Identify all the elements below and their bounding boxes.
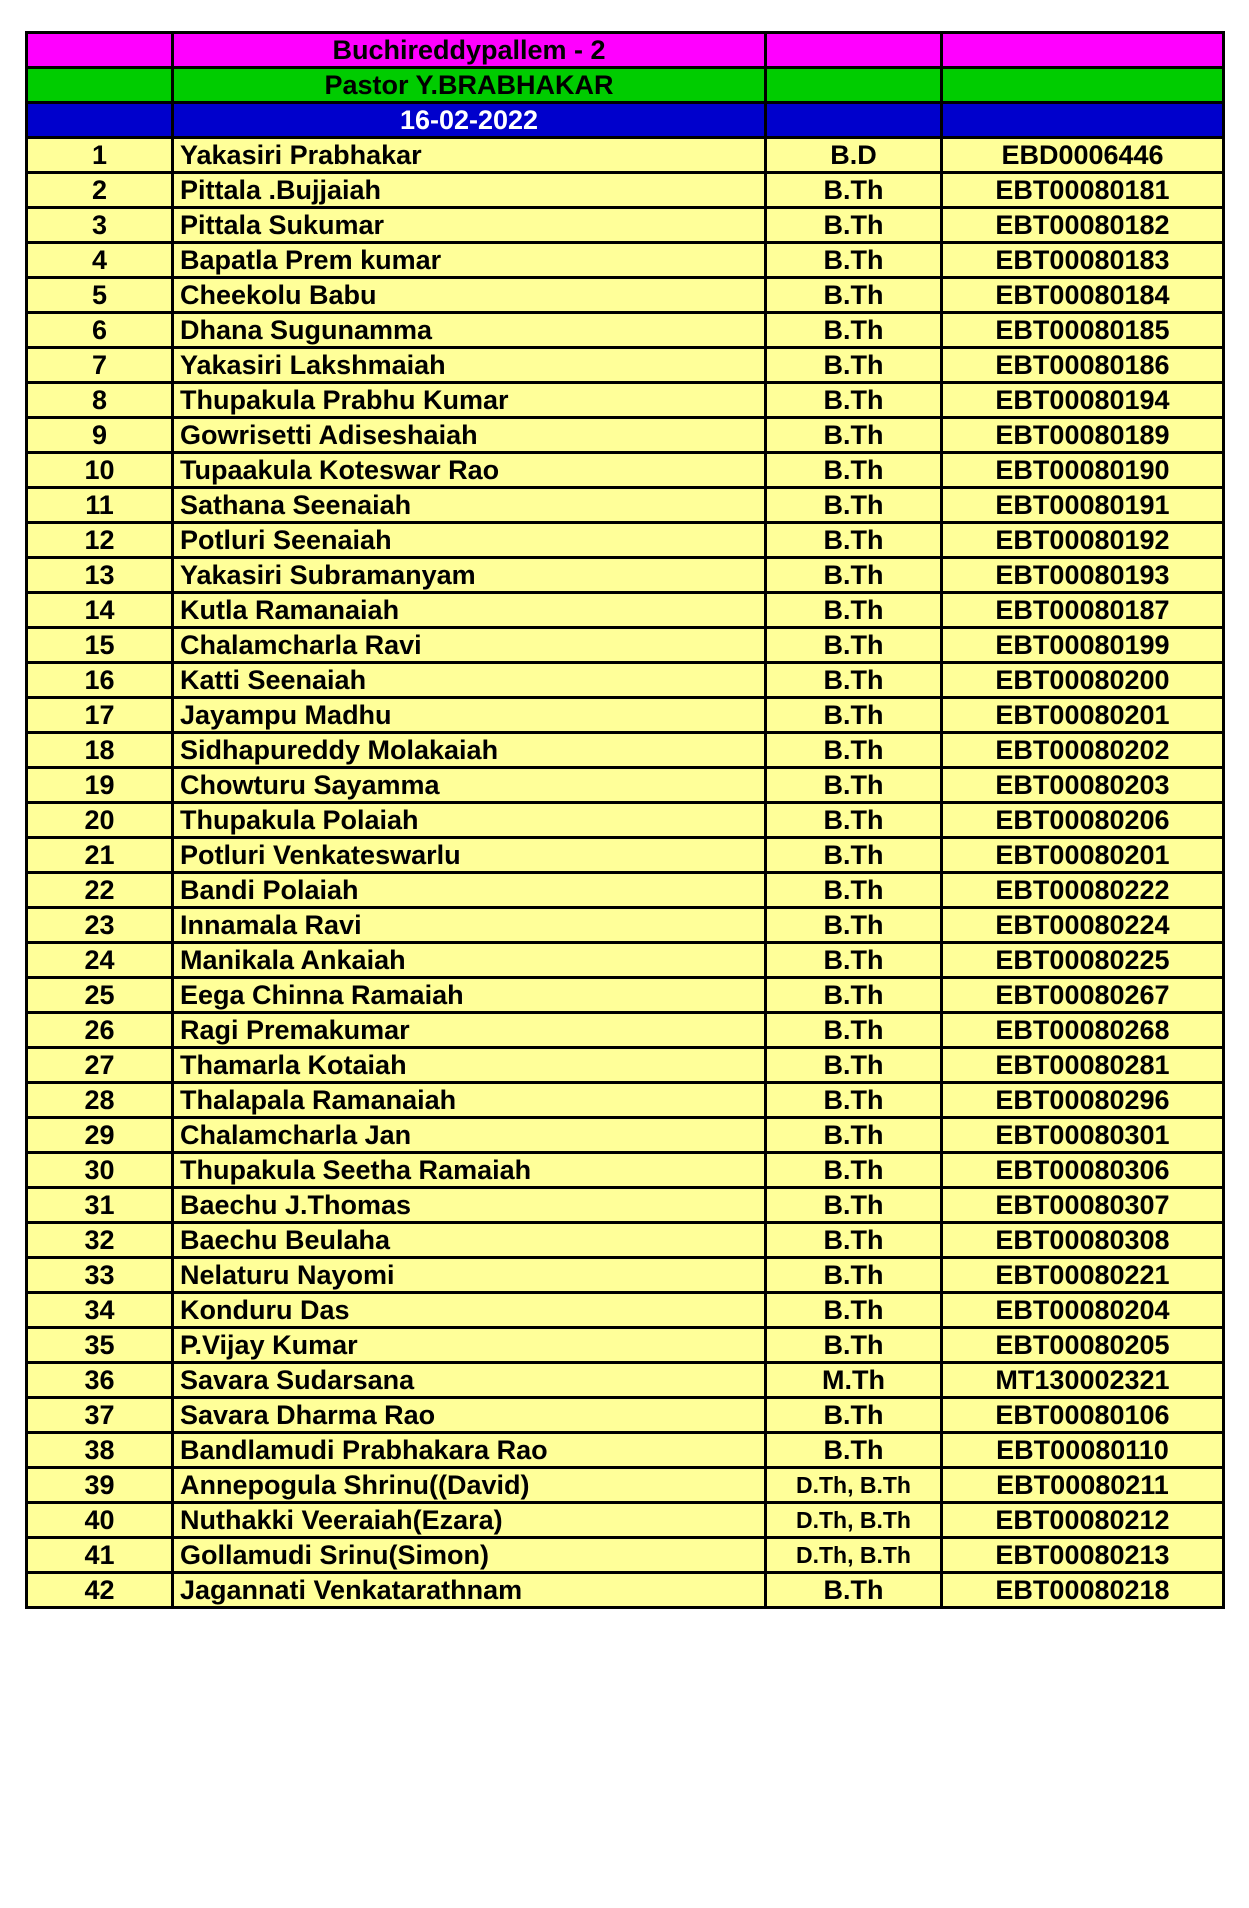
member-name: Gollamudi Srinu(Simon)	[173, 1538, 766, 1573]
row-number: 10	[27, 453, 173, 488]
header-cell-empty	[27, 68, 173, 103]
table-row	[27, 1328, 1224, 1363]
member-id: EBT00080206	[942, 803, 1224, 838]
degree: B.Th	[766, 418, 942, 453]
member-name: Bandlamudi Prabhakara Rao	[173, 1433, 766, 1468]
member-id: EBT00080204	[942, 1293, 1224, 1328]
degree: B.Th	[766, 978, 942, 1013]
table-row	[27, 1118, 1224, 1153]
member-id: EBT00080200	[942, 663, 1224, 698]
member-name: Chowturu Sayamma	[173, 768, 766, 803]
row-number: 22	[27, 873, 173, 908]
row-number: 30	[27, 1153, 173, 1188]
degree: B.Th	[766, 558, 942, 593]
table-row	[27, 663, 1224, 698]
table-row	[27, 1258, 1224, 1293]
header-cell-empty	[766, 68, 942, 103]
member-name: Ragi Premakumar	[173, 1013, 766, 1048]
table-row	[27, 558, 1224, 593]
row-number: 14	[27, 593, 173, 628]
row-number: 6	[27, 313, 173, 348]
degree: B.Th	[766, 243, 942, 278]
degree: B.Th	[766, 453, 942, 488]
table-row	[27, 488, 1224, 523]
row-number: 38	[27, 1433, 173, 1468]
member-id: EBT00080268	[942, 1013, 1224, 1048]
member-id: EBT00080218	[942, 1573, 1224, 1608]
member-name: Kutla Ramanaiah	[173, 593, 766, 628]
member-name: Baechu J.Thomas	[173, 1188, 766, 1223]
row-number: 29	[27, 1118, 173, 1153]
header-cell-empty	[942, 103, 1224, 138]
table-row	[27, 348, 1224, 383]
member-id: EBT00080201	[942, 698, 1224, 733]
row-number: 27	[27, 1048, 173, 1083]
row-number: 25	[27, 978, 173, 1013]
member-name: Thalapala Ramanaiah	[173, 1083, 766, 1118]
table-row	[27, 1153, 1224, 1188]
header-row-pastor	[27, 68, 1224, 103]
degree: B.Th	[766, 383, 942, 418]
member-name: Nelaturu Nayomi	[173, 1258, 766, 1293]
member-name: Katti Seenaiah	[173, 663, 766, 698]
member-name: Pittala .Bujjaiah	[173, 173, 766, 208]
degree: B.Th	[766, 698, 942, 733]
member-name: Pittala Sukumar	[173, 208, 766, 243]
row-number: 2	[27, 173, 173, 208]
row-number: 18	[27, 733, 173, 768]
degree: B.Th	[766, 838, 942, 873]
row-number: 13	[27, 558, 173, 593]
header-cell-empty	[766, 103, 942, 138]
table-row	[27, 278, 1224, 313]
members-table	[25, 31, 1225, 1609]
table-row	[27, 313, 1224, 348]
row-number: 12	[27, 523, 173, 558]
member-name: Thupakula Prabhu Kumar	[173, 383, 766, 418]
member-name: Sathana Seenaiah	[173, 488, 766, 523]
row-number: 5	[27, 278, 173, 313]
row-number: 26	[27, 1013, 173, 1048]
row-number: 37	[27, 1398, 173, 1433]
table-row	[27, 873, 1224, 908]
table-row	[27, 173, 1224, 208]
table-row	[27, 1468, 1224, 1503]
table-row	[27, 243, 1224, 278]
member-id: EBT00080201	[942, 838, 1224, 873]
member-name: Yakasiri Lakshmaiah	[173, 348, 766, 383]
row-number: 16	[27, 663, 173, 698]
member-id: EBT00080194	[942, 383, 1224, 418]
row-number: 20	[27, 803, 173, 838]
member-id: EBT00080221	[942, 1258, 1224, 1293]
member-name: Potluri Venkateswarlu	[173, 838, 766, 873]
row-number: 33	[27, 1258, 173, 1293]
table-row	[27, 698, 1224, 733]
degree: D.Th, B.Th	[766, 1503, 942, 1538]
spreadsheet	[25, 31, 1222, 1609]
member-id: EBT00080190	[942, 453, 1224, 488]
member-id: EBT00080193	[942, 558, 1224, 593]
table-row	[27, 908, 1224, 943]
member-name: Konduru Das	[173, 1293, 766, 1328]
member-name: Savara Sudarsana	[173, 1363, 766, 1398]
header-row-date	[27, 103, 1224, 138]
row-number: 32	[27, 1223, 173, 1258]
header-cell-empty	[942, 68, 1224, 103]
member-id: EBT00080306	[942, 1153, 1224, 1188]
table-row	[27, 208, 1224, 243]
sheet-date: 16-02-2022	[173, 103, 766, 138]
row-number: 9	[27, 418, 173, 453]
header-cell-empty	[942, 33, 1224, 68]
member-name: Sidhapureddy Molakaiah	[173, 733, 766, 768]
member-name: Thupakula Polaiah	[173, 803, 766, 838]
table-row	[27, 733, 1224, 768]
row-number: 39	[27, 1468, 173, 1503]
member-name: Potluri Seenaiah	[173, 523, 766, 558]
table-row	[27, 1503, 1224, 1538]
member-id: EBT00080189	[942, 418, 1224, 453]
member-id: EBD0006446	[942, 138, 1224, 173]
member-id: EBT00080212	[942, 1503, 1224, 1538]
degree: B.Th	[766, 733, 942, 768]
degree: B.Th	[766, 1573, 942, 1608]
degree: B.Th	[766, 593, 942, 628]
degree: B.Th	[766, 1083, 942, 1118]
member-name: Innamala Ravi	[173, 908, 766, 943]
degree: B.Th	[766, 348, 942, 383]
member-name: Bapatla Prem kumar	[173, 243, 766, 278]
member-id: EBT00080225	[942, 943, 1224, 978]
degree: B.Th	[766, 488, 942, 523]
row-number: 17	[27, 698, 173, 733]
member-name: Thamarla Kotaiah	[173, 1048, 766, 1083]
degree: B.Th	[766, 208, 942, 243]
member-id: EBT00080308	[942, 1223, 1224, 1258]
degree: B.Th	[766, 1118, 942, 1153]
row-number: 7	[27, 348, 173, 383]
table-row	[27, 593, 1224, 628]
table-row	[27, 1188, 1224, 1223]
member-id: EBT00080296	[942, 1083, 1224, 1118]
degree: B.Th	[766, 1153, 942, 1188]
degree: B.Th	[766, 768, 942, 803]
row-number: 31	[27, 1188, 173, 1223]
member-id: EBT00080199	[942, 628, 1224, 663]
member-name: Eega Chinna Ramaiah	[173, 978, 766, 1013]
table-row	[27, 418, 1224, 453]
member-id: EBT00080186	[942, 348, 1224, 383]
row-number: 28	[27, 1083, 173, 1118]
member-name: Chalamcharla Ravi	[173, 628, 766, 663]
member-id: EBT00080192	[942, 523, 1224, 558]
member-name: Baechu Beulaha	[173, 1223, 766, 1258]
row-number: 11	[27, 488, 173, 523]
member-name: Manikala Ankaiah	[173, 943, 766, 978]
degree: B.Th	[766, 1398, 942, 1433]
table-row	[27, 943, 1224, 978]
member-id: EBT00080224	[942, 908, 1224, 943]
degree: B.D	[766, 138, 942, 173]
degree: B.Th	[766, 278, 942, 313]
table-row	[27, 1013, 1224, 1048]
degree: B.Th	[766, 663, 942, 698]
row-number: 8	[27, 383, 173, 418]
degree: B.Th	[766, 803, 942, 838]
member-id: EBT00080211	[942, 1468, 1224, 1503]
degree: B.Th	[766, 1328, 942, 1363]
member-name: Dhana Sugunamma	[173, 313, 766, 348]
member-id: EBT00080185	[942, 313, 1224, 348]
row-number: 15	[27, 628, 173, 663]
degree: B.Th	[766, 523, 942, 558]
table-row	[27, 1538, 1224, 1573]
member-name: Annepogula Shrinu((David)	[173, 1468, 766, 1503]
member-id: EBT00080191	[942, 488, 1224, 523]
sheet-title: Buchireddypallem - 2	[173, 33, 766, 68]
row-number: 41	[27, 1538, 173, 1573]
member-name: Savara Dharma Rao	[173, 1398, 766, 1433]
degree: B.Th	[766, 1258, 942, 1293]
table-row	[27, 803, 1224, 838]
row-number: 19	[27, 768, 173, 803]
degree: D.Th, B.Th	[766, 1468, 942, 1503]
row-number: 24	[27, 943, 173, 978]
member-name: Jayampu Madhu	[173, 698, 766, 733]
row-number: 1	[27, 138, 173, 173]
member-name: Tupaakula Koteswar Rao	[173, 453, 766, 488]
table-row	[27, 523, 1224, 558]
header-row-title	[27, 33, 1224, 68]
row-number: 23	[27, 908, 173, 943]
member-id: EBT00080222	[942, 873, 1224, 908]
table-row	[27, 1573, 1224, 1608]
degree: D.Th, B.Th	[766, 1538, 942, 1573]
member-name: Chalamcharla Jan	[173, 1118, 766, 1153]
table-row	[27, 768, 1224, 803]
member-id: EBT00080203	[942, 768, 1224, 803]
member-id: EBT00080281	[942, 1048, 1224, 1083]
degree: B.Th	[766, 1048, 942, 1083]
member-id: EBT00080202	[942, 733, 1224, 768]
header-cell-empty	[766, 33, 942, 68]
header-cell-empty	[27, 33, 173, 68]
degree: B.Th	[766, 943, 942, 978]
member-name: Gowrisetti Adiseshaiah	[173, 418, 766, 453]
degree: B.Th	[766, 173, 942, 208]
row-number: 40	[27, 1503, 173, 1538]
table-row	[27, 1048, 1224, 1083]
member-name: Yakasiri Prabhakar	[173, 138, 766, 173]
member-name: Yakasiri Subramanyam	[173, 558, 766, 593]
table-row	[27, 1398, 1224, 1433]
header-cell-empty	[27, 103, 173, 138]
pastor-name: Pastor Y.BRABHAKAR	[173, 68, 766, 103]
table-row	[27, 838, 1224, 873]
member-id: EBT00080110	[942, 1433, 1224, 1468]
member-id: EBT00080187	[942, 593, 1224, 628]
table-row	[27, 1433, 1224, 1468]
degree: B.Th	[766, 1433, 942, 1468]
degree: B.Th	[766, 873, 942, 908]
member-id: EBT00080267	[942, 978, 1224, 1013]
member-id: EBT00080182	[942, 208, 1224, 243]
degree: B.Th	[766, 1293, 942, 1328]
member-name: P.Vijay Kumar	[173, 1328, 766, 1363]
member-name: Nuthakki Veeraiah(Ezara)	[173, 1503, 766, 1538]
member-name: Bandi Polaiah	[173, 873, 766, 908]
table-row	[27, 978, 1224, 1013]
member-id: EBT00080181	[942, 173, 1224, 208]
row-number: 34	[27, 1293, 173, 1328]
degree: B.Th	[766, 313, 942, 348]
degree: B.Th	[766, 628, 942, 663]
table-row	[27, 1293, 1224, 1328]
table-row	[27, 1223, 1224, 1258]
row-number: 42	[27, 1573, 173, 1608]
table-row	[27, 628, 1224, 663]
member-name: Cheekolu Babu	[173, 278, 766, 313]
member-id: EBT00080213	[942, 1538, 1224, 1573]
member-id: EBT00080106	[942, 1398, 1224, 1433]
row-number: 36	[27, 1363, 173, 1398]
row-number: 3	[27, 208, 173, 243]
degree: B.Th	[766, 1188, 942, 1223]
degree: B.Th	[766, 908, 942, 943]
row-number: 21	[27, 838, 173, 873]
member-id: EBT00080184	[942, 278, 1224, 313]
table-row	[27, 1363, 1224, 1398]
table-row	[27, 138, 1224, 173]
member-id: EBT00080183	[942, 243, 1224, 278]
row-number: 35	[27, 1328, 173, 1363]
degree: B.Th	[766, 1223, 942, 1258]
table-row	[27, 453, 1224, 488]
member-id: MT130002321	[942, 1363, 1224, 1398]
table-row	[27, 383, 1224, 418]
table-row	[27, 1083, 1224, 1118]
degree: M.Th	[766, 1363, 942, 1398]
row-number: 4	[27, 243, 173, 278]
degree: B.Th	[766, 1013, 942, 1048]
member-name: Jagannati Venkatarathnam	[173, 1573, 766, 1608]
member-id: EBT00080301	[942, 1118, 1224, 1153]
member-id: EBT00080205	[942, 1328, 1224, 1363]
member-name: Thupakula Seetha Ramaiah	[173, 1153, 766, 1188]
member-id: EBT00080307	[942, 1188, 1224, 1223]
